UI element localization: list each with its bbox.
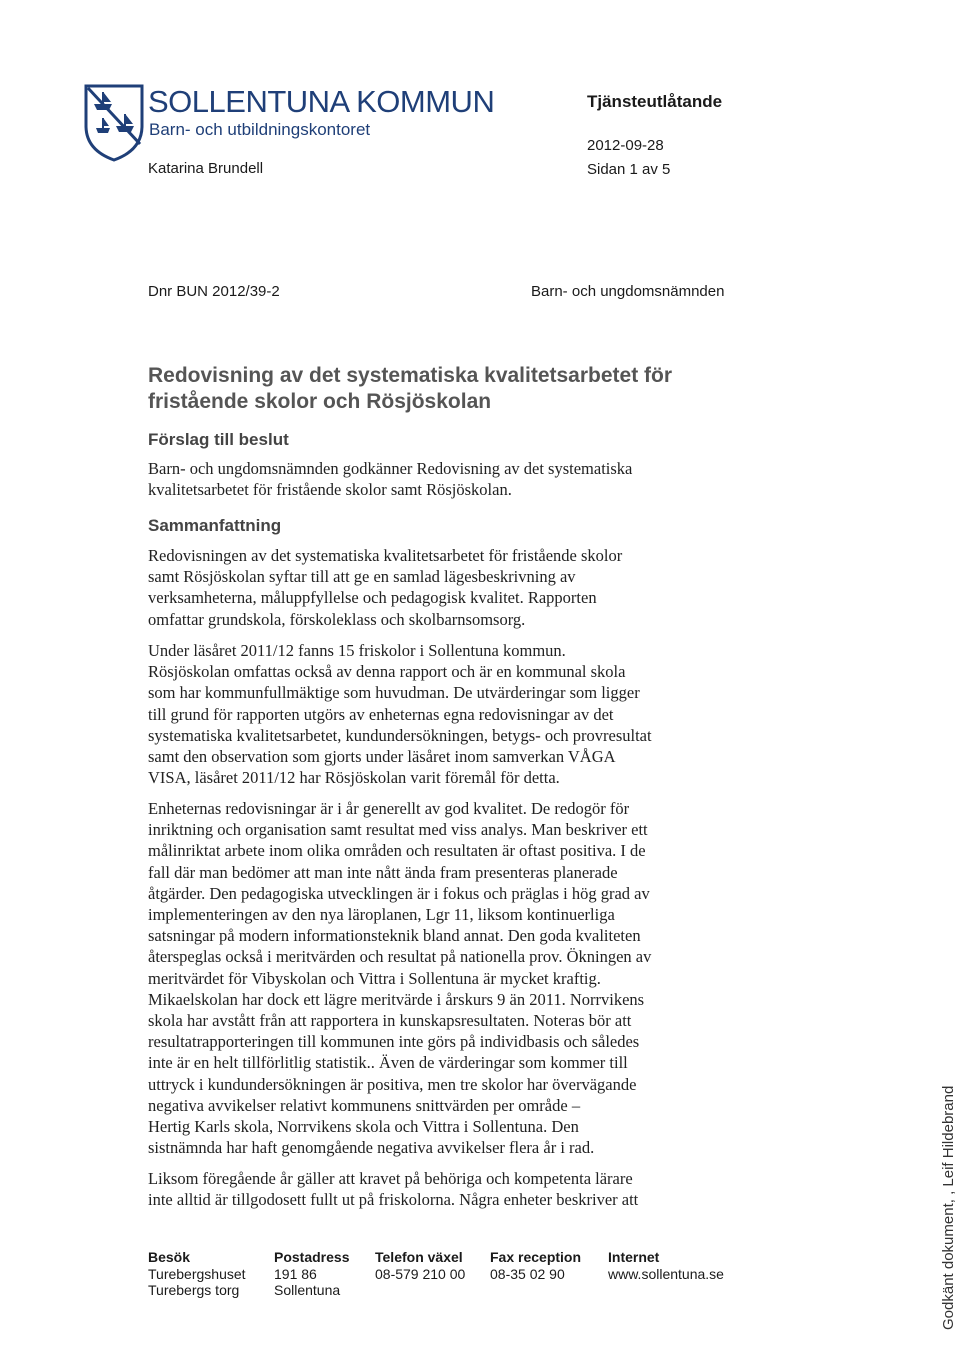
registration-number: Dnr BUN 2012/39-2 bbox=[148, 283, 280, 300]
text-line: Mikaelskolan har dock ett lägre meritvärde i årskurs 9 än 2011. Norrvikens bbox=[148, 989, 645, 1009]
text-line: fall där man bedömer att man inte nått ända fram presenteras planerade bbox=[148, 862, 618, 882]
text-line: negativa avvikelser relativt kommunens snittvärden per område – bbox=[148, 1095, 581, 1115]
text-line: Enheternas redovisningar är i år generellt av god kvalitet. De redogör för bbox=[148, 799, 630, 818]
text-line: satsningar på modern informationsteknik bland annat. Den goda kvaliteten bbox=[148, 926, 641, 946]
footer-value: 08-579 210 00 bbox=[375, 1265, 466, 1282]
summary-paragraph bbox=[148, 640, 788, 788]
text-line: kvalitetsarbetet för fristående skolor samt Rösjöskolan. bbox=[148, 480, 512, 500]
footer-heading: Fax reception bbox=[490, 1249, 582, 1265]
decision-heading: Förslag till beslut bbox=[148, 430, 289, 449]
organization-name: SOLLENTUNA KOMMUN bbox=[148, 84, 495, 119]
text-line: Barn- och ungdomsnämnden godkänner Redovisning av det systematiska bbox=[148, 459, 633, 478]
approval-stamp: Godkänt dokument, , Leif Hildebrand bbox=[940, 1085, 957, 1330]
text-line: inriktning och organisation samt resultat med viss analys. Man beskriver ett bbox=[148, 820, 648, 840]
text-line: samt Rösjöskolan syftar till att ge en samlad lägesbeskrivning av bbox=[148, 567, 576, 587]
footer-value: Sollentuna bbox=[274, 1282, 341, 1298]
summary-heading: Sammanfattning bbox=[148, 516, 282, 535]
footer-visit bbox=[148, 1249, 246, 1299]
text-line: till grund för rapporten utgörs av enheternas egna redovisningar av det bbox=[148, 704, 614, 724]
footer-postal-address bbox=[274, 1249, 349, 1299]
text-line: systematiska kvalitetsarbetet, kundundersökningen, betygs- och provresultat bbox=[148, 725, 652, 745]
decision-text bbox=[148, 458, 788, 500]
text-line: verksamheterna, måluppfyllelse och pedagogisk kvalitet. Rapporten bbox=[148, 588, 597, 608]
text-line: inte alltid är tillgodosett fullt ut på friskolorna. Några enheter beskriver att bbox=[148, 1190, 639, 1210]
document-type: Tjänsteutlåtande bbox=[587, 92, 723, 111]
text-line: återspeglas också i meritvärden och resultat på nationella prov. Ökningen av bbox=[148, 947, 652, 967]
text-line: resultatrapporteringen till kommunen inte görs på individbasis och således bbox=[148, 1032, 640, 1052]
page-number: Sidan 1 av 5 bbox=[587, 161, 671, 178]
footer-value: 08-35 02 90 bbox=[490, 1265, 565, 1282]
text-line: åtgärder. Den pedagogiska utvecklingen är i fokus och präglas i hög grad av bbox=[148, 883, 650, 903]
footer-internet bbox=[608, 1249, 724, 1282]
footer-heading: Besök bbox=[148, 1249, 191, 1265]
text-line: uttryck i kundundersökningen är positiva, men tre skolor har övervägande bbox=[148, 1074, 637, 1094]
text-line: Rösjöskolan omfattas också av denna rapport och är en kommunal skola bbox=[148, 662, 626, 682]
author-name: Katarina Brundell bbox=[148, 160, 264, 177]
text-line: som har kommunfullmäktige som huvudman. De utvärderingar som ligger bbox=[148, 683, 640, 703]
department-name: Barn- och utbildningskontoret bbox=[149, 120, 371, 139]
footer-heading: Telefon växel bbox=[375, 1249, 463, 1265]
footer-heading: Internet bbox=[608, 1249, 660, 1265]
summary-paragraph bbox=[148, 1168, 788, 1210]
title-line: fristående skolor och Rösjöskolan bbox=[148, 390, 492, 413]
text-line: målinriktat arbete inom olika områden och resultaten är oftast positiva. I de bbox=[148, 841, 646, 861]
text-line: skola har avstått från att rapportera in kunskapsresultaten. Noteras bör att bbox=[148, 1011, 632, 1031]
page-title bbox=[148, 363, 768, 415]
text-line: Redovisningen av det systematiska kvalitetsarbetet för fristående skolor bbox=[148, 546, 623, 565]
recipient: Barn- och ungdomsnämnden bbox=[531, 283, 725, 300]
text-line: Liksom föregående år gäller att kravet på behöriga och kompetenta lärare bbox=[148, 1169, 633, 1188]
footer-value: Turebergshuset bbox=[148, 1265, 246, 1282]
summary-paragraph bbox=[148, 798, 788, 1158]
text-line: samt den observation som gjorts under läsåret inom samverkan VÅGA bbox=[148, 747, 616, 767]
footer-fax bbox=[490, 1249, 581, 1282]
footer-value: 191 86 bbox=[274, 1265, 317, 1282]
footer-value: Turebergs torg bbox=[148, 1282, 240, 1298]
footer-phone bbox=[375, 1249, 465, 1282]
text-line: VISA, läsåret 2011/12 har Rösjöskolan varit föremål för detta. bbox=[148, 768, 560, 788]
coat-of-arms-icon bbox=[82, 82, 146, 162]
text-line: meritvärdet för Vibyskolan och Vittra i Sollentuna är mycket kraftig. bbox=[148, 968, 601, 988]
text-line: implementeringen av den nya läroplanen, Lgr 11, liksom kontinuerliga bbox=[148, 905, 615, 925]
text-line: sistnämnda har haft genomgående negativa avvikelser flera år i rad. bbox=[148, 1138, 595, 1158]
text-line: omfattar grundskola, förskoleklass och skolbarnsomsorg. bbox=[148, 609, 526, 629]
summary-paragraph bbox=[148, 545, 788, 630]
text-line: Under läsåret 2011/12 fanns 15 friskolor i Sollentuna kommun. bbox=[148, 641, 566, 660]
title-line: Redovisning av det systematiska kvalitetsarbetet för bbox=[148, 364, 673, 387]
text-line: Hertig Karls skola, Norrvikens skola och Vittra i Sollentuna. Den bbox=[148, 1117, 579, 1137]
text-line: inte är en helt tillförlitlig statistik.. Även de värderingar som kommer till bbox=[148, 1053, 628, 1073]
footer-heading: Postadress bbox=[274, 1249, 350, 1265]
document-date: 2012-09-28 bbox=[587, 137, 664, 154]
footer-value: www.sollentuna.se bbox=[608, 1265, 724, 1282]
